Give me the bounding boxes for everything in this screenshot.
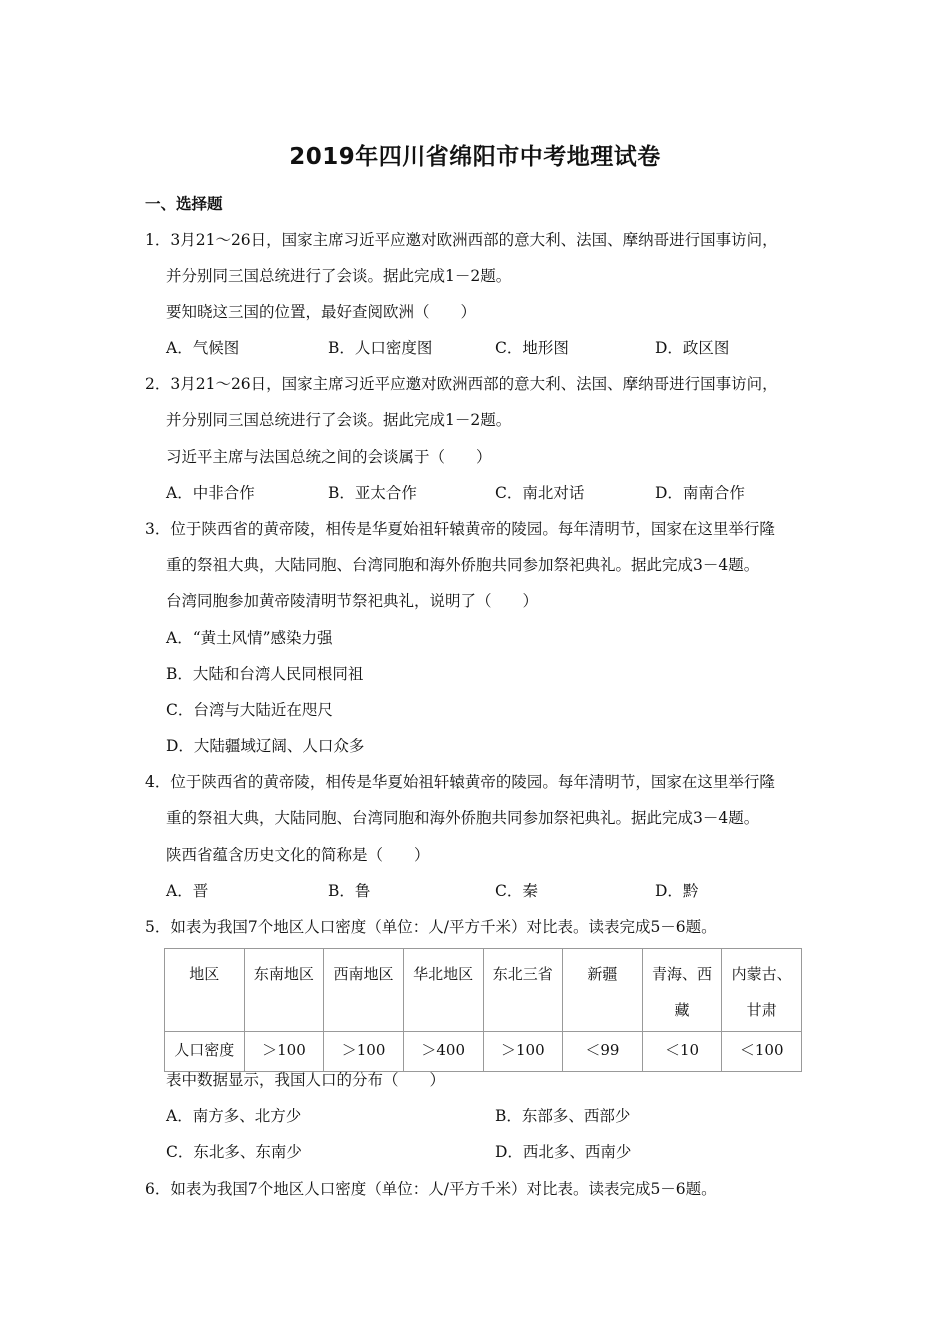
table-header-cell: 东北三省 — [483, 949, 563, 1032]
table-header-cell: 新疆 — [563, 949, 643, 1032]
q1-stem-line2: 并分别同三国总统进行了会谈。据此完成1－2题。 — [166, 267, 512, 285]
q4-option-b[interactable]: B．鲁 — [328, 882, 371, 900]
q2-option-b[interactable]: B．亚太合作 — [328, 484, 417, 502]
table-header-cell: 华北地区 — [403, 949, 483, 1032]
table-header-cell: 东南地区 — [244, 949, 324, 1032]
table-cell: ＞100 — [244, 1032, 324, 1072]
q5-option-a[interactable]: A．南方多、北方少 — [166, 1107, 302, 1125]
table-header-cell: 青海、西藏 — [642, 949, 722, 1032]
q5-question: 表中数据显示，我国人口的分布（ ） — [166, 1071, 446, 1089]
table-cell: ＜100 — [722, 1032, 802, 1072]
table-cell: 人口密度 — [165, 1032, 245, 1072]
q5-option-b[interactable]: B．东部多、西部少 — [495, 1107, 631, 1125]
q2-stem-line1: 2．3月21～26日，国家主席习近平应邀对欧洲西部的意大利、法国、摩纳哥进行国事访问， — [145, 375, 778, 393]
q4-option-c[interactable]: C．秦 — [495, 882, 538, 900]
q1-option-c[interactable]: C．地形图 — [495, 339, 569, 357]
q1-stem-line1: 1．3月21～26日，国家主席习近平应邀对欧洲西部的意大利、法国、摩纳哥进行国事访问， — [145, 231, 778, 249]
table-cell: ＜99 — [563, 1032, 643, 1072]
table-header-cell: 内蒙古、甘肃 — [722, 949, 802, 1032]
section-heading: 一、选择题 — [145, 195, 223, 213]
q1-option-b[interactable]: B．人口密度图 — [328, 339, 433, 357]
table-header-cell: 西南地区 — [324, 949, 404, 1032]
q6-stem-line1: 6．如表为我国7个地区人口密度（单位：人/平方千米）对比表。读表完成5－6题。 — [145, 1180, 717, 1198]
q3-option-a[interactable]: A．“黄土风情”感染力强 — [166, 629, 333, 647]
table-row — [165, 1032, 802, 1072]
q1-question: 要知晓这三国的位置，最好查阅欧洲（ ） — [166, 303, 477, 321]
table-cell: ＞100 — [483, 1032, 563, 1072]
table-header-row — [165, 949, 802, 1032]
population-density-table — [164, 948, 802, 1072]
q2-option-a[interactable]: A．中非合作 — [166, 484, 255, 502]
q4-option-d[interactable]: D．黔 — [655, 882, 699, 900]
q1-option-a[interactable]: A．气候图 — [166, 339, 240, 357]
q4-option-a[interactable]: A．晋 — [166, 882, 209, 900]
q2-option-d[interactable]: D．南南合作 — [655, 484, 745, 502]
q3-option-b[interactable]: B．大陆和台湾人民同根同祖 — [166, 665, 364, 683]
q4-stem-line2: 重的祭祖大典，大陆同胞、台湾同胞和海外侨胞共同参加祭祀典礼。据此完成3－4题。 — [166, 809, 760, 827]
q3-stem-line2: 重的祭祖大典，大陆同胞、台湾同胞和海外侨胞共同参加祭祀典礼。据此完成3－4题。 — [166, 556, 760, 574]
page-title: 2019年四川省绵阳市中考地理试卷 — [289, 144, 661, 170]
table-cell: ＞400 — [403, 1032, 483, 1072]
q1-option-d[interactable]: D．政区图 — [655, 339, 730, 357]
table-header-cell: 地区 — [165, 949, 245, 1032]
q5-option-c[interactable]: C．东北多、东南少 — [166, 1143, 302, 1161]
table-cell: ＜10 — [642, 1032, 722, 1072]
q2-question: 习近平主席与法国总统之间的会谈属于（ ） — [166, 448, 492, 466]
q2-option-c[interactable]: C．南北对话 — [495, 484, 585, 502]
q3-question: 台湾同胞参加黄帝陵清明节祭祀典礼，说明了（ ） — [166, 592, 539, 610]
q3-option-d[interactable]: D．大陆疆域辽阔、人口众多 — [166, 737, 365, 755]
q4-question: 陕西省蕴含历史文化的简称是（ ） — [166, 846, 430, 864]
q3-option-c[interactable]: C．台湾与大陆近在咫尺 — [166, 701, 333, 719]
table-cell: ＞100 — [324, 1032, 404, 1072]
q5-option-d[interactable]: D．西北多、西南少 — [495, 1143, 632, 1161]
q3-stem-line1: 3．位于陕西省的黄帝陵，相传是华夏始祖轩辕黄帝的陵园。每年清明节，国家在这里举行隆 — [145, 520, 775, 538]
q5-stem-line1: 5．如表为我国7个地区人口密度（单位：人/平方千米）对比表。读表完成5－6题。 — [145, 918, 717, 936]
q2-stem-line2: 并分别同三国总统进行了会谈。据此完成1－2题。 — [166, 411, 512, 429]
q4-stem-line1: 4．位于陕西省的黄帝陵，相传是华夏始祖轩辕黄帝的陵园。每年清明节，国家在这里举行隆 — [145, 773, 775, 791]
